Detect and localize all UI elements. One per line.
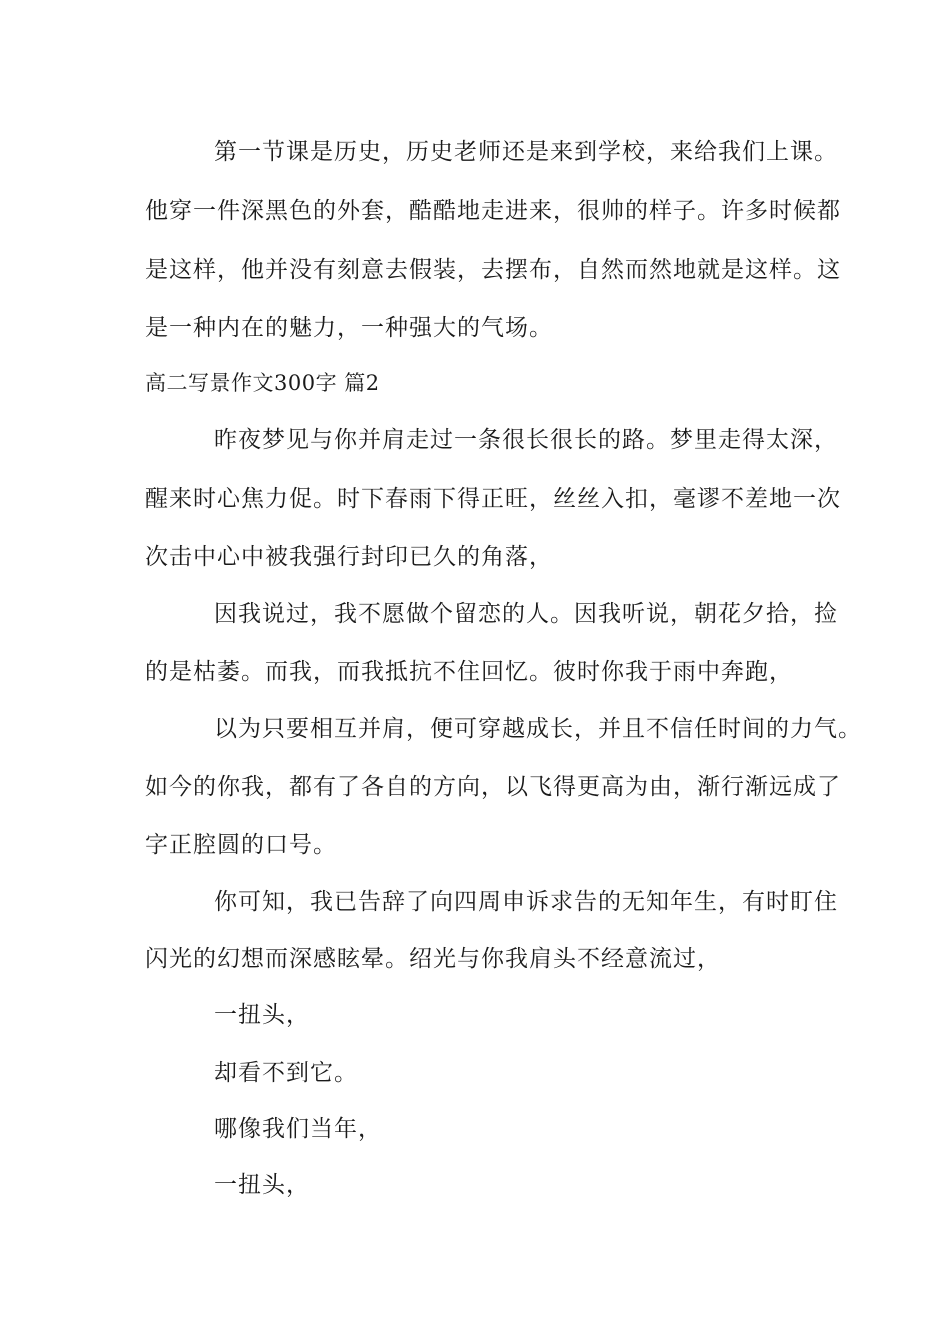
paragraph-line: 昨夜梦见与你并肩走过一条很长很长的路。梦里走得太深， [214, 427, 838, 453]
paragraph-line: 是这样，他并没有刻意去假装，去摆布，自然而然地就是这样。这 [145, 257, 841, 283]
paragraph-line: 是一种内在的魅力，一种强大的气场。 [145, 315, 553, 341]
paragraph-line: 闪光的幻想而深感眩晕。绍光与你我肩头不经意流过， [145, 946, 721, 972]
paragraph-line: 却看不到它。 [214, 1060, 358, 1086]
paragraph-line: 次击中心中被我强行封印已久的角落， [145, 544, 553, 570]
paragraph-line: 你可知，我已告辞了向四周申诉求告的无知年生，有时盯住 [214, 889, 838, 915]
paragraph-line: 一扭头， [214, 1002, 310, 1028]
paragraph-line: 的是枯萎。而我，而我抵抗不住回忆。彼时你我于雨中奔跑， [145, 659, 793, 685]
paragraph-line: 字正腔圆的口号。 [145, 832, 337, 858]
paragraph-line: 一扭头， [214, 1172, 310, 1198]
paragraph-line: 以为只要相互并肩，便可穿越成长，并且不信任时间的力气。 [214, 716, 862, 742]
paragraph-line: 醒来时心焦力促。时下春雨下得正旺，丝丝入扣，毫谬不差地一次 [145, 486, 841, 512]
paragraph-line: 他穿一件深黑色的外套，酷酷地走进来，很帅的样子。许多时候都 [145, 198, 841, 224]
paragraph-line: 第一节课是历史，历史老师还是来到学校，来给我们上课。 [214, 139, 838, 165]
paragraph-line: 哪像我们当年， [214, 1116, 382, 1142]
section-heading: 高二写景作文300字 篇2 [145, 371, 380, 395]
paragraph-line: 因我说过，我不愿做个留恋的人。因我听说，朝花夕拾，捡 [214, 601, 838, 627]
paragraph-line: 如今的你我，都有了各自的方向，以飞得更高为由，渐行渐远成了 [145, 774, 841, 800]
